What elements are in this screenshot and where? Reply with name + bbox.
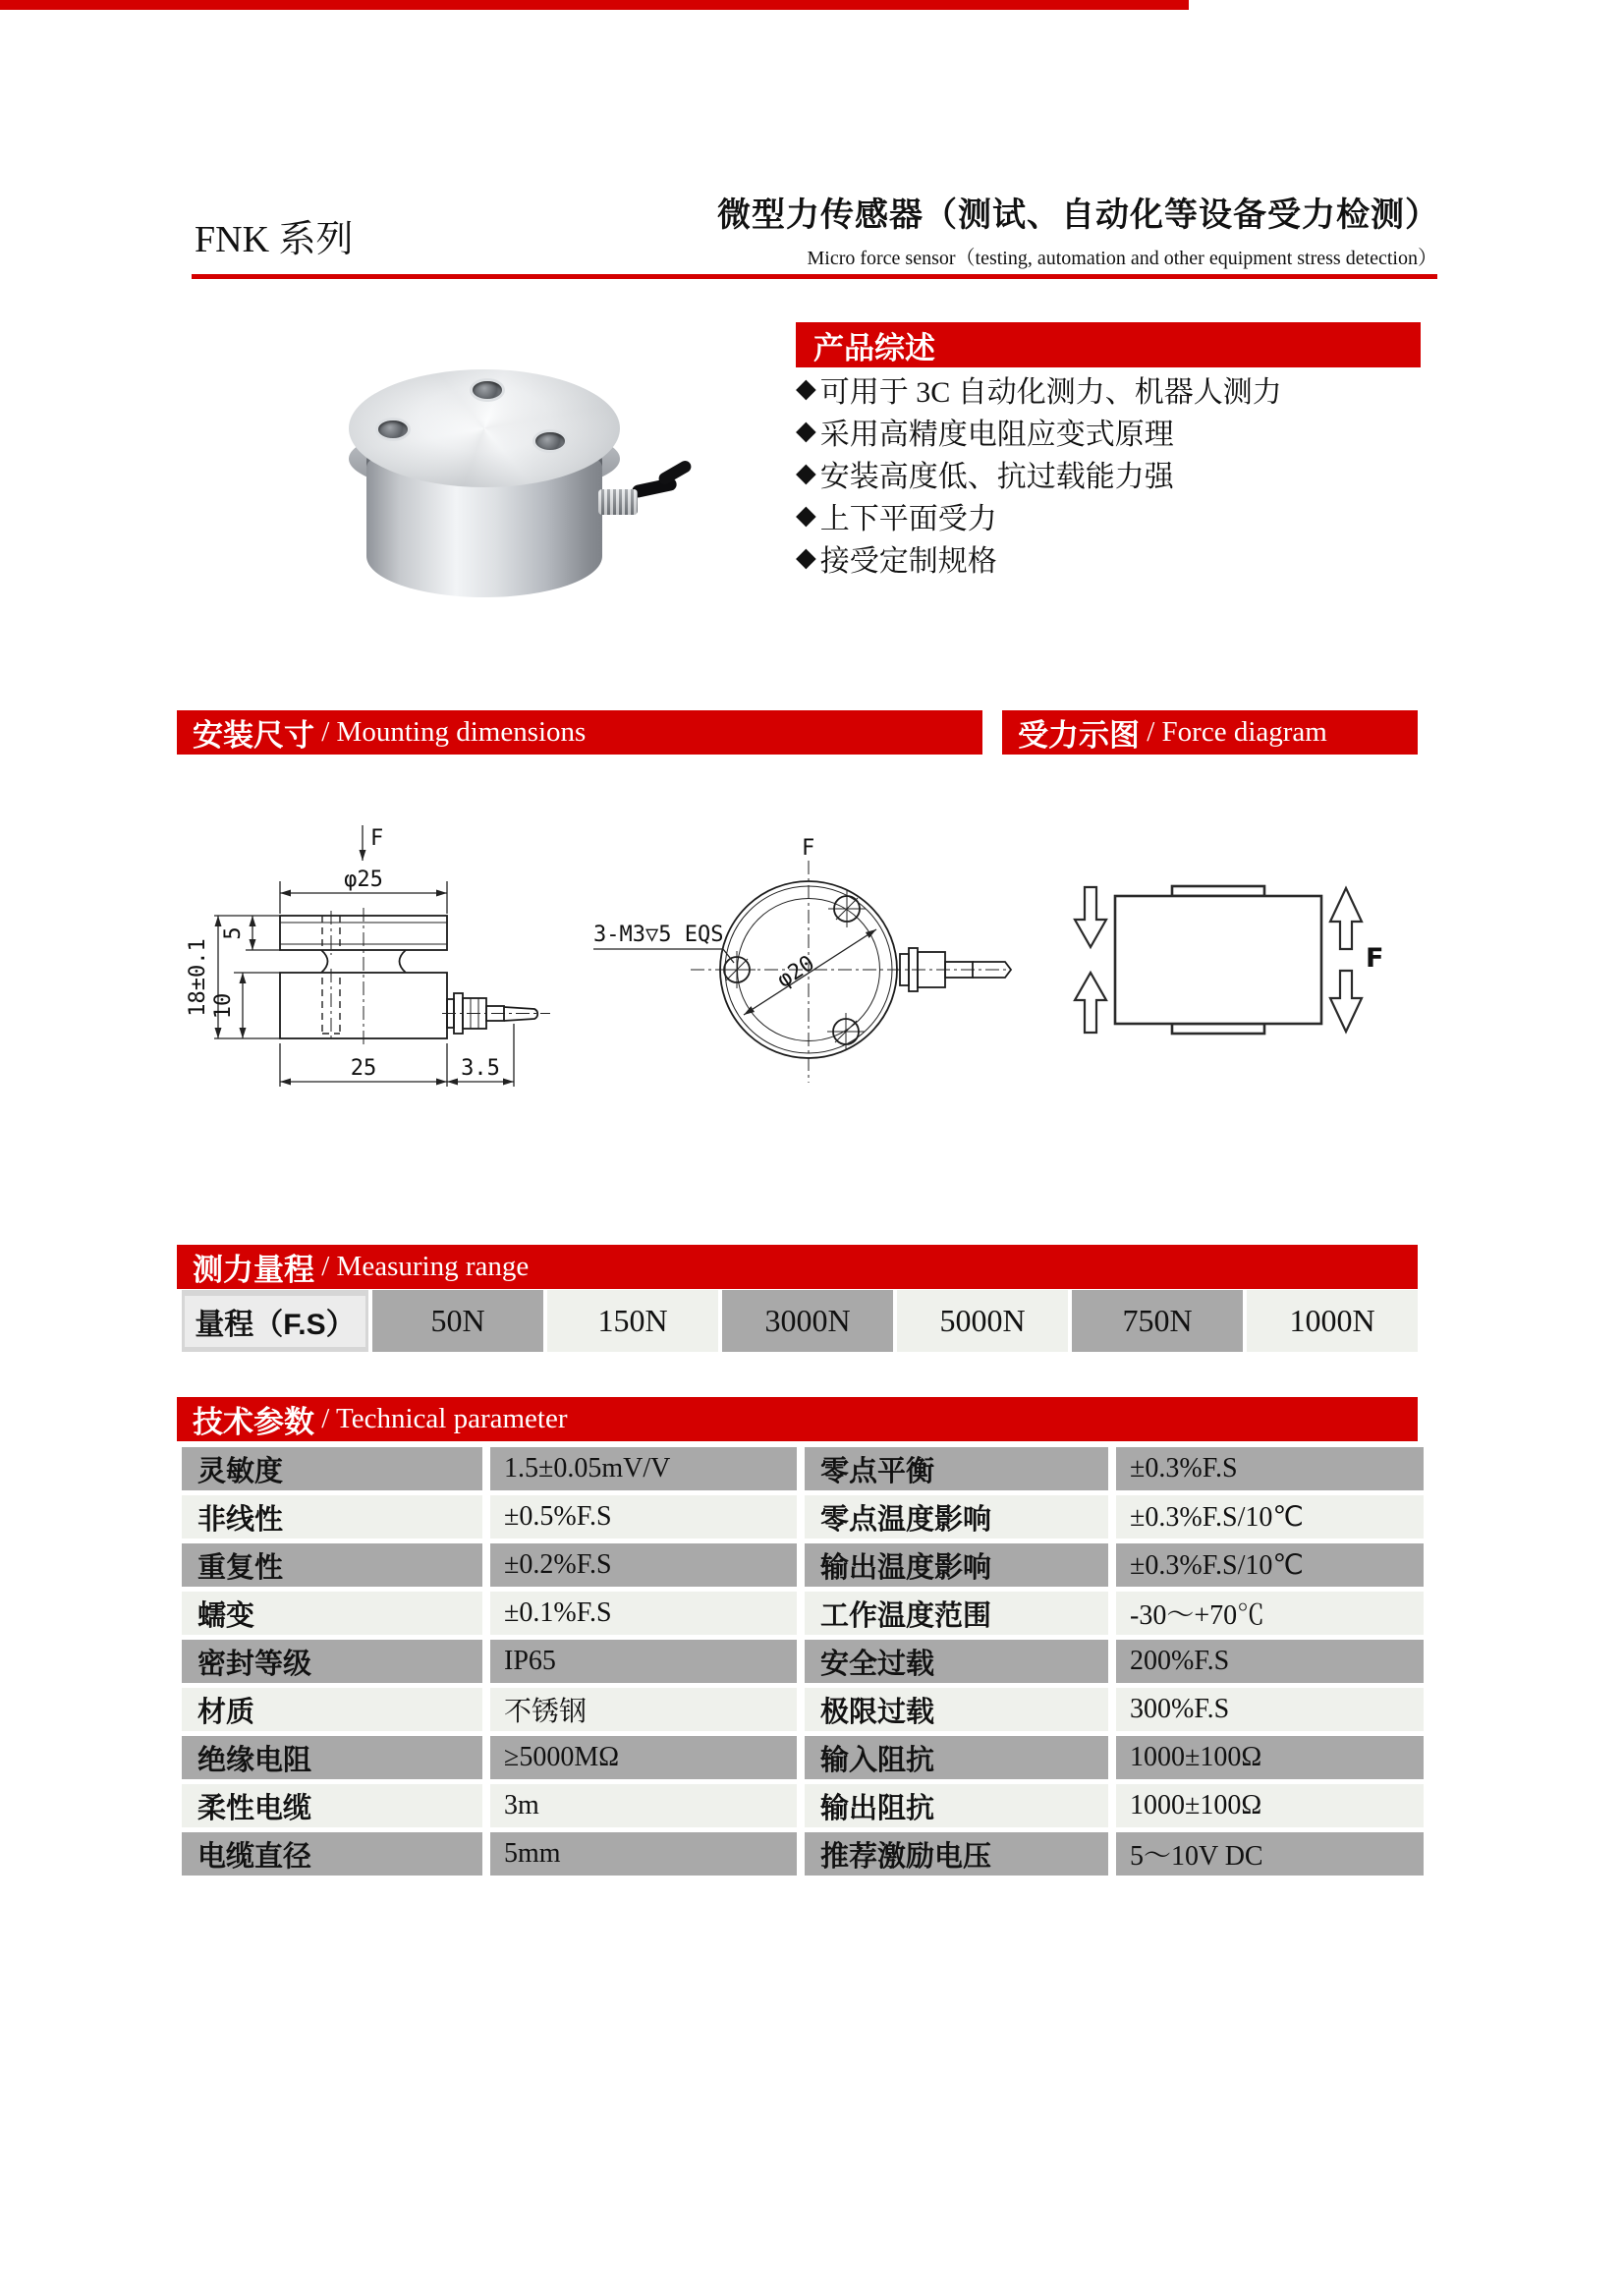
bolt-hole — [718, 951, 756, 988]
force-diagram-header — [1002, 710, 1418, 755]
range-value-cell: 3000N — [722, 1290, 893, 1352]
bolt-hole — [828, 890, 866, 927]
mounting-header-cn: 安装尺寸 — [193, 718, 314, 753]
param-value-cell: 5mm — [490, 1832, 797, 1876]
table-row — [182, 1543, 1424, 1587]
bullet-text: 采用高精度电阻应变式原理 — [819, 418, 1174, 451]
top-red-bar — [0, 0, 1189, 10]
param-name-cell: 重复性 — [182, 1543, 482, 1587]
param-value-cell: 3m — [490, 1784, 797, 1827]
table-row — [182, 1447, 1424, 1490]
param-value-cell: 1000±100Ω — [1116, 1736, 1424, 1779]
mounting-header-en: / Mounting dimensions — [314, 716, 587, 748]
table-row — [182, 1832, 1424, 1876]
sensor-cable-gland — [598, 489, 638, 515]
range-header-en: / Measuring range — [314, 1251, 530, 1282]
screw-hole-icon — [535, 432, 565, 450]
range-value-cell: 5000N — [897, 1290, 1068, 1352]
param-value-cell: IP65 — [490, 1640, 797, 1683]
technical-parameter-header — [177, 1397, 1418, 1441]
bullet-text: 接受定制规格 — [819, 544, 997, 578]
diamond-bullet-icon: ◆ — [796, 458, 816, 488]
bullet-item — [796, 410, 1464, 452]
dim-height-total: 18±0.1 — [186, 938, 210, 1017]
force-header-en: / Force diagram — [1140, 716, 1327, 748]
param-value-cell: ±0.2%F.S — [490, 1543, 797, 1587]
param-value-cell: ±0.1%F.S — [490, 1592, 797, 1635]
technical-parameter-table — [182, 1447, 1424, 1880]
param-value-cell: 300%F.S — [1116, 1688, 1424, 1731]
bullet-item — [796, 452, 1464, 494]
up-arrow-icon — [1330, 888, 1362, 949]
param-value-cell: 不锈钢 — [490, 1688, 797, 1731]
bullet-item — [796, 494, 1464, 536]
param-value-cell: ±0.5%F.S — [490, 1495, 797, 1539]
bullet-item — [796, 367, 1464, 410]
range-row-label: 量程（F.S） — [185, 1296, 364, 1347]
up-arrow-icon — [1075, 973, 1106, 1033]
force-label: F — [1366, 943, 1384, 974]
measuring-range-header — [177, 1245, 1418, 1289]
param-value-cell: ±0.3%F.S/10℃ — [1116, 1495, 1424, 1539]
param-name-cell: 零点平衡 — [805, 1447, 1108, 1490]
header-divider — [192, 274, 1437, 279]
bullet-text: 上下平面受力 — [819, 502, 997, 535]
table-row — [182, 1640, 1424, 1683]
param-name-cell: 输出温度影响 — [805, 1543, 1108, 1587]
dim-height-body: 10 — [211, 992, 236, 1020]
param-value-cell: 5～10V DC — [1116, 1832, 1424, 1876]
range-value-cell: 50N — [372, 1290, 543, 1352]
overview-section-header — [796, 322, 1421, 367]
technical-drawings — [177, 776, 1425, 1100]
param-value-cell: ±0.3%F.S — [1116, 1447, 1424, 1490]
param-name-cell: 绝缘电阻 — [182, 1736, 482, 1779]
diamond-bullet-icon: ◆ — [796, 373, 816, 404]
param-name-cell: 非线性 — [182, 1495, 482, 1539]
bullet-text: 可用于 3C 自动化测力、机器人测力 — [819, 375, 1282, 409]
drawing-side-view — [186, 825, 550, 1087]
param-value-cell: ≥5000MΩ — [490, 1736, 797, 1779]
dim-width-bottom: 25 — [350, 1056, 377, 1081]
diamond-bullet-icon: ◆ — [796, 416, 816, 446]
force-header-cn: 受力示图 — [1018, 718, 1140, 753]
param-name-cell: 密封等级 — [182, 1640, 482, 1683]
bullet-item — [796, 536, 1464, 579]
param-name-cell: 材质 — [182, 1688, 482, 1731]
param-value-cell: -30～+70℃ — [1116, 1592, 1424, 1635]
range-value-cell: 1000N — [1247, 1290, 1418, 1352]
force-label: F — [802, 836, 815, 861]
mounting-dimensions-header — [177, 710, 982, 755]
drawing-top-view — [593, 836, 1011, 1083]
diamond-bullet-icon: ◆ — [796, 542, 816, 573]
table-row — [182, 1592, 1424, 1635]
measuring-range-row — [182, 1290, 1422, 1352]
product-photo — [329, 342, 658, 617]
param-name-cell: 灵敏度 — [182, 1447, 482, 1490]
param-name-cell: 推荐激励电压 — [805, 1832, 1108, 1876]
dim-dia25: φ25 — [344, 868, 383, 892]
table-row — [182, 1688, 1424, 1731]
overview-title: 产品综述 — [813, 330, 935, 365]
table-row — [182, 1736, 1424, 1779]
page-subtitle: Micro force sensor（testing, automation and other equipment stress detection） — [807, 248, 1437, 269]
thread-note: 3-M3▽5 EQS — [593, 923, 724, 947]
param-name-cell: 安全过载 — [805, 1640, 1108, 1683]
bolt-hole — [827, 1013, 865, 1050]
param-value-cell: ±0.3%F.S/10℃ — [1116, 1543, 1424, 1587]
param-value-cell: 200%F.S — [1116, 1640, 1424, 1683]
table-row — [182, 1495, 1424, 1539]
tech-header-cn: 技术参数 — [193, 1405, 314, 1439]
tech-header-en: / Technical parameter — [314, 1403, 568, 1434]
range-values — [372, 1290, 1422, 1352]
param-name-cell: 输入阻抗 — [805, 1736, 1108, 1779]
param-name-cell: 零点温度影响 — [805, 1495, 1108, 1539]
screw-hole-icon — [378, 420, 408, 438]
param-name-cell: 蠕变 — [182, 1592, 482, 1635]
param-value-cell: 1.5±0.05mV/V — [490, 1447, 797, 1490]
bullet-text: 安装高度低、抗过载能力强 — [819, 460, 1174, 493]
param-name-cell: 输出阻抗 — [805, 1784, 1108, 1827]
range-header-cn: 测力量程 — [193, 1253, 314, 1287]
series-name: FNK 系列 — [195, 219, 354, 260]
down-arrow-icon — [1330, 971, 1362, 1032]
range-row-label-cell — [182, 1290, 368, 1352]
drawing-force-diagram — [1075, 886, 1383, 1034]
range-value-cell: 150N — [547, 1290, 718, 1352]
param-name-cell: 柔性电缆 — [182, 1784, 482, 1827]
param-name-cell: 电缆直径 — [182, 1832, 482, 1876]
overview-bullet-list — [796, 367, 1464, 579]
param-value-cell: 1000±100Ω — [1116, 1784, 1424, 1827]
bolt-circle-dia: φ20 — [772, 951, 819, 993]
down-arrow-icon — [1075, 887, 1106, 947]
range-value-cell: 750N — [1072, 1290, 1243, 1352]
page-title: 微型力传感器（测试、自动化等设备受力检测） — [717, 197, 1439, 234]
dim-height-top: 5 — [221, 926, 246, 940]
table-row — [182, 1784, 1424, 1827]
force-label: F — [370, 826, 384, 851]
param-name-cell: 工作温度范围 — [805, 1592, 1108, 1635]
diamond-bullet-icon: ◆ — [796, 500, 816, 531]
dim-cable-offset: 3.5 — [461, 1056, 500, 1081]
screw-hole-icon — [473, 381, 502, 399]
param-name-cell: 极限过载 — [805, 1688, 1108, 1731]
